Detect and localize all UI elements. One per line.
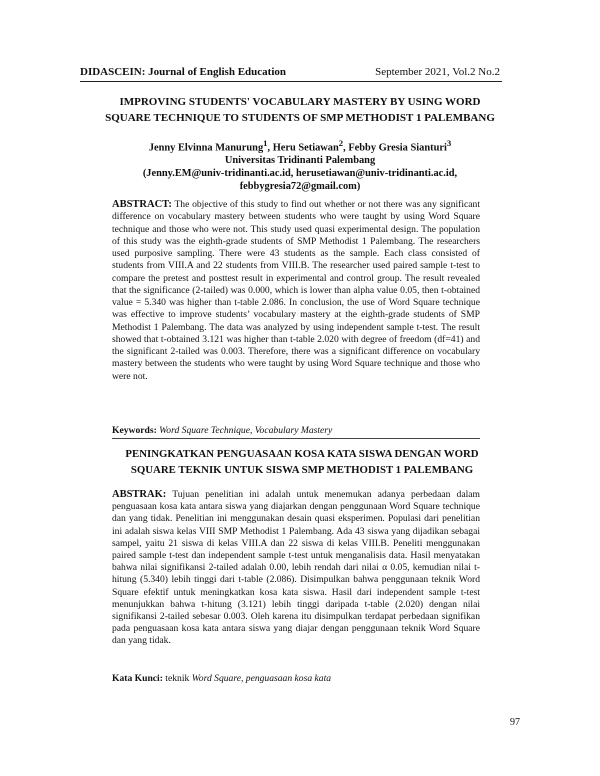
kata-kunci: [112, 673, 492, 684]
author-1: Jenny Elvinna Manurung: [148, 142, 264, 154]
abstrak: [112, 489, 480, 648]
author-2-sup: 2: [338, 138, 344, 148]
abstract-text: The objective of this study to find out whether or not there was any significant difference on vocabulary mastery between students who were taught by using Word Square technique and those who were not. This study used quasi experimental design. The population of this study was the eighth-grade students of SMP Methodist 1 Palembang. The researchers used purposive sampling. There were 43 students as the sample. Each class consisted of students from VIII.A and 22 students from VIII.B. The researcher used paired sample t-test to compare the pretest and posttest result in experimental and control group. The result revealed that the significance (2-tailed) was 0.000, which is lower than alpha value 0.05, then t-obtained value = 5.340 was higher than t-table 2.086. In conclusion, the use of Word Square technique was effective to improve students’ vocabulary mastery at the eighth-grade students of SMP Methodist 1 Palembang. The data was analyzed by using independent sample t-test. The result showed that t-obtained 3.121 was higher than t-table 2.020 with degree of freedom (df=41) and the significant 2-tailed was 0.003. Therefore, there was a significant difference on vocabulary mastery between the students who were taught by using Word Square technique and those who were not.: [112, 199, 480, 382]
kata-kunci-plain: teknik: [162, 673, 192, 684]
author-separator: ,: [343, 142, 349, 154]
abstrak-label: ABSTRAK:: [112, 489, 167, 500]
author-names: [100, 137, 500, 154]
kata-kunci-value: Word Square, penguasaan kosa kata: [191, 673, 332, 684]
author-3: Febby Gresia Sianturi: [348, 142, 447, 154]
running-header: [80, 66, 500, 78]
abstract: [112, 199, 480, 383]
keywords-value: Word Square Technique, Vocabulary Mastery: [159, 425, 333, 436]
emails-line-2: febbygresia72@gmail.com): [239, 181, 361, 193]
paper-title: [86, 94, 514, 126]
indonesian-title-line-2: SQUARE TEKNIK UNTUK SISWA SMP METHODIST 1 PALEMBANG: [130, 464, 474, 476]
keywords-label: Keywords:: [112, 425, 157, 436]
affiliation: Universitas Tridinanti Palembang: [224, 155, 376, 167]
author-separator: ,: [267, 142, 273, 154]
title-line-1: IMPROVING STUDENTS' VOCABULARY MASTERY BY USING WORD: [119, 96, 481, 108]
issue-info: September 2021, Vol.2 No.2: [375, 66, 500, 78]
abstrak-text: Tujuan penelitian ini adalah untuk menemukan adanya perbedaan dalam penguasaan kosa kata antara siswa yang diajarkan dengan penggunaan Word Square technique dan yang tidak. Penelitian ini menggunakan desain quasi eksperimen. Populasi dari penelitian ini adalah siswa kelas VIII SMP Methodist 1 Palembang. Ada 43 siswa yang dijadikan sebagai sampel, yaitu 21 siswa di kelas VIII.A dan 22 siswa di kelas VIII.B. Peneliti menggunakan paired sample t-test dan independent sample t-test untuk menganalisis data. Hasil menyatakan bahwa nilai signifikansi 2-tailed adalah 0.00, lebih rendah dari nilai α 0.05, kemudian nilai t-hitung (5.340) lebih tinggi dari t-table (2.086). Disimpulkan bahwa penggunaan teknik Word Square efektif untuk meningkatkan kosa kata siswa. Hasil dari independent sample t-test menunjukkan bahwa t-hitung (3.121) lebih tinggi daripada t-table (2.020) dengan nilai signifikansi 2-tailed sebesar 0.003. Oleh karena itu disimpulkan terdapat perbedaan signifikan pada penguasaan kosa kata antara siswa yang diajar dengan penggunaan teknik Word Square dan yang tidak.: [112, 489, 480, 647]
abstract-label: ABSTRACT:: [112, 199, 172, 210]
kata-kunci-label: Kata Kunci:: [112, 673, 163, 684]
indonesian-title-line-1: PENINGKATKAN PENGUASAAN KOSA KATA SISWA DENGAN WORD: [125, 448, 479, 460]
emails-line-1: (Jenny.EM@univ-tridinanti.ac.id, herusetiawan@univ-tridinanti.ac.id,: [142, 168, 458, 180]
indonesian-title: [100, 446, 504, 478]
author-block: [100, 137, 500, 193]
keywords: [112, 425, 492, 436]
author-2: Heru Setiawan: [272, 142, 339, 154]
author-1-sup: 1: [263, 138, 268, 148]
title-line-2: SQUARE TECHNIQUE TO STUDENTS OF SMP METHODIST 1 PALEMBANG: [105, 112, 495, 124]
header-rule: [80, 81, 502, 82]
keywords-rule: [112, 438, 480, 439]
journal-name: DIDASCEIN: Journal of English Education: [80, 66, 286, 78]
author-3-sup: 3: [446, 138, 452, 148]
page-number: 97: [510, 717, 520, 728]
